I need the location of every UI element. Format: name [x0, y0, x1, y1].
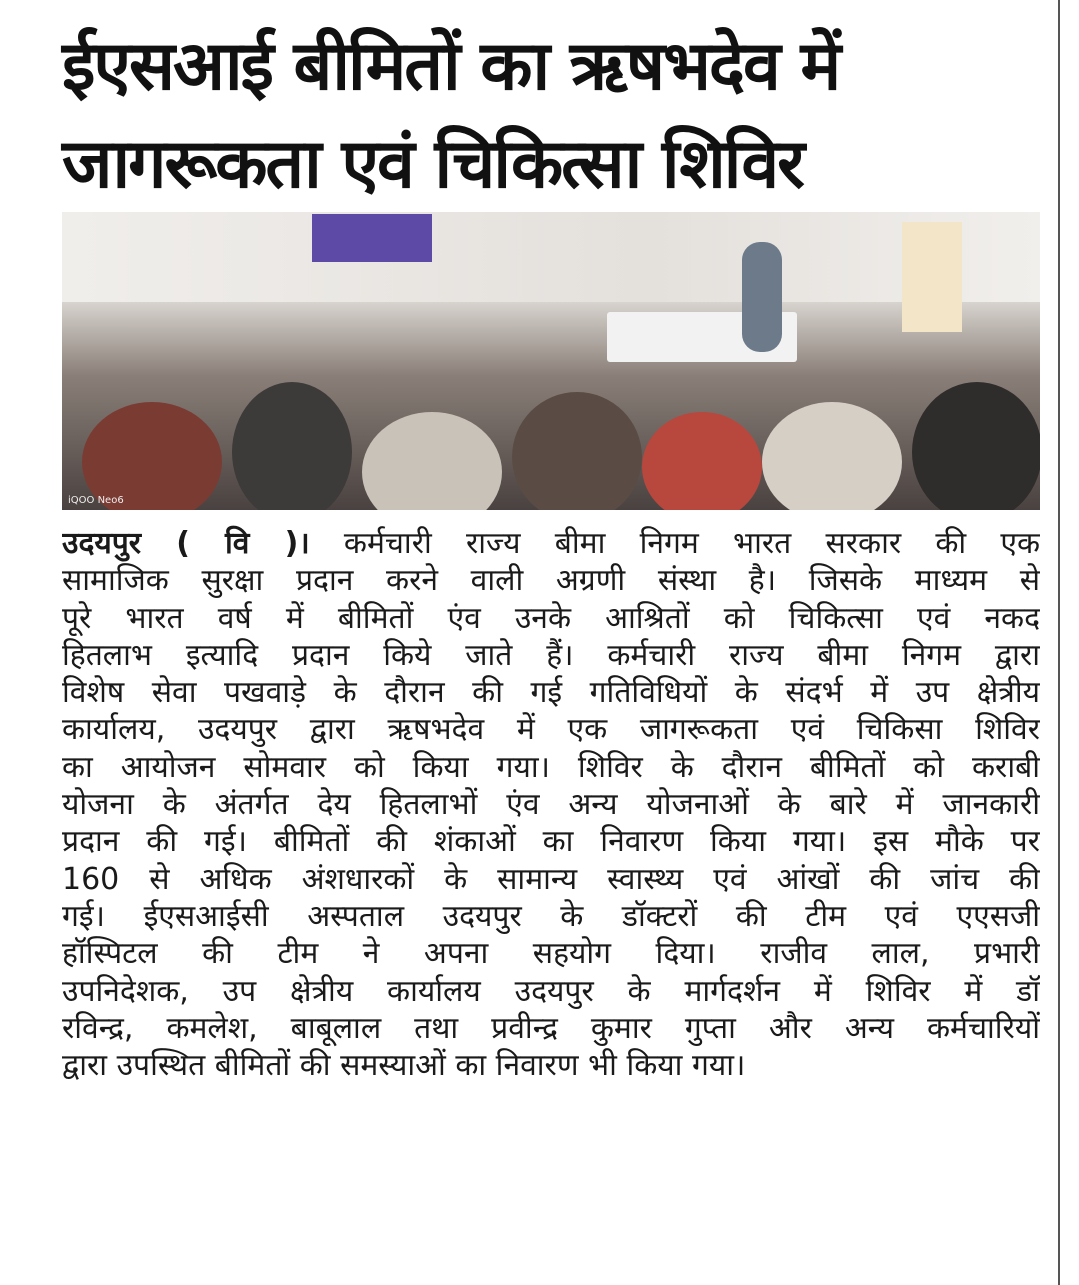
photo-speaker [742, 242, 782, 352]
article-line: पूरे भारत वर्ष में बीमितों एंव उनके आश्रितों को चिकित्सा एवं नकद [62, 600, 1040, 636]
photo-poster [902, 222, 962, 332]
photo-attendee [232, 382, 352, 510]
column-rule [1058, 0, 1060, 1285]
article-line: गई। ईएसआईसी अस्पताल उदयपुर के डॉक्टरों की टीम एवं एएसजी [62, 898, 1040, 934]
photo-wall [62, 212, 1040, 302]
article-line: योजना के अंतर्गत देय हितलाभों एंव अन्य योजनाओं के बारे में जानकारी [62, 787, 1040, 823]
article-line-text: कर्मचारी राज्य बीमा निगम भारत सरकार की एक [343, 526, 1040, 561]
headline-line-2: जागरूकता एवं चिकित्सा शिविर [62, 125, 803, 204]
dateline: उदयपुर ( वि )। [62, 526, 310, 561]
photo-attendee [362, 412, 502, 510]
article-line: प्रदान की गई। बीमितों की शंकाओं का निवारण किया गया। इस मौके पर [62, 824, 1040, 860]
article-line: कार्यालय, उदयपुर द्वारा ऋषभदेव में एक जागरूकता एवं चिकिसा शिविर [62, 712, 1040, 748]
headline [62, 18, 1052, 214]
article-line: हितलाभ इत्यादि प्रदान किये जाते हैं। कर्मचारी राज्य बीमा निगम द्वारा [62, 637, 1040, 673]
article-line: 160 से अधिक अंशधारकों के सामान्य स्वास्थ्य एवं आंखों की जांच की [62, 861, 1040, 897]
photo-attendee [82, 402, 222, 510]
article-line: रविन्द्र, कमलेश, बाबूलाल तथा प्रवीन्द्र कुमार गुप्ता और अन्य कर्मचारियों [62, 1010, 1040, 1046]
photo-banner [312, 214, 432, 262]
article-line: सामाजिक सुरक्षा प्रदान करने वाली अग्रणी संस्था है। जिसके माध्यम से [62, 563, 1040, 599]
article-line: का आयोजन सोमवार को किया गया। शिविर के दौरान बीमितों को कराबी [62, 749, 1040, 785]
article-line: द्वारा उपस्थित बीमितों की समस्याओं का निवारण भी किया गया। [62, 1048, 746, 1084]
article-body [62, 525, 1040, 1084]
article-line: उपनिदेशक, उप क्षेत्रीय कार्यालय उदयपुर के मार्गदर्शन में शिविर में डॉ [62, 973, 1040, 1009]
photo-attendee [642, 412, 762, 510]
article-line: विशेष सेवा पखवाड़े के दौरान की गई गतिविधियों के संदर्भ में उप क्षेत्रीय [62, 675, 1040, 711]
photo-attendee [912, 382, 1040, 510]
event-photo [62, 212, 1040, 510]
photo-credit: iQOO Neo6 [68, 495, 124, 506]
article-line: हॉस्पिटल की टीम ने अपना सहयोग दिया। राजीव लाल, प्रभारी [62, 936, 1040, 972]
headline-line-1: ईएसआई बीमितों का ऋषभदेव में [62, 27, 840, 106]
photo-attendee [762, 402, 902, 510]
article-line [62, 525, 1040, 562]
photo-attendee [512, 392, 642, 510]
